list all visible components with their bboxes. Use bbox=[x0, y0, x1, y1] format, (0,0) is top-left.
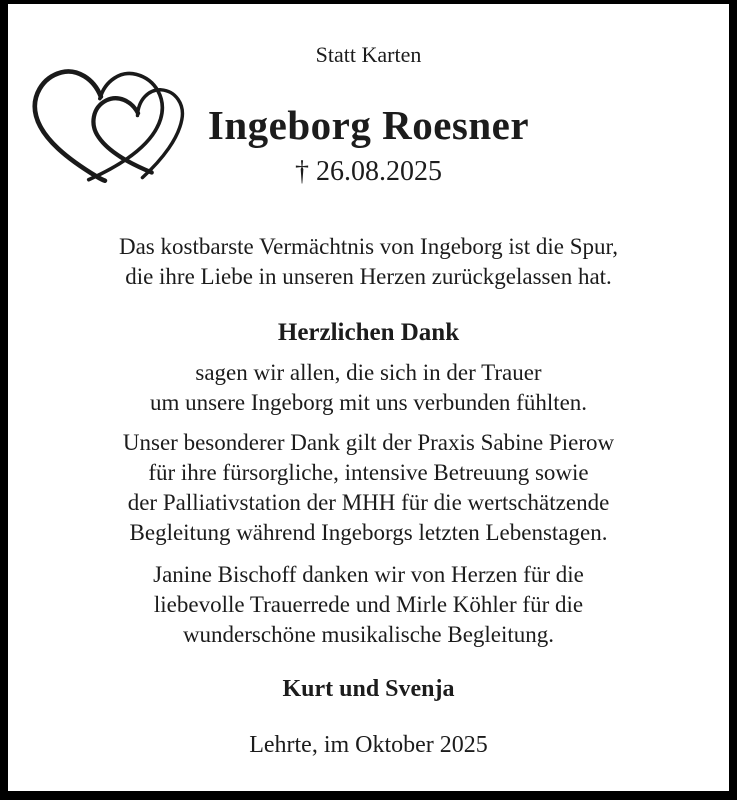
care-thanks-line: Begleitung während Ingeborgs letzten Lebenstagen. bbox=[129, 520, 608, 545]
memorial-card bbox=[8, 4, 729, 791]
pre-title: Statt Karten bbox=[315, 42, 422, 67]
thanks-line: sagen wir allen, die sich in der Trauer bbox=[195, 360, 542, 385]
care-thanks-line: der Palliativstation der MHH für die wertschätzende bbox=[127, 490, 610, 515]
family-signature: Kurt und Svenja bbox=[282, 676, 455, 702]
personal-thanks-line: Janine Bischoff danken wir von Herzen für die bbox=[153, 562, 584, 587]
personal-thanks-line: liebevolle Trauerrede und Mirle Köhler für die bbox=[153, 592, 584, 617]
place-date: Lehrte, im Oktober 2025 bbox=[249, 732, 488, 758]
death-date: † 26.08.2025 bbox=[295, 156, 442, 187]
personal-thanks-line: wunderschöne musikalische Begleitung. bbox=[182, 622, 555, 647]
thanks-line: um unsere Ingeborg mit uns verbunden fühlten. bbox=[149, 390, 588, 415]
thanks-text bbox=[8, 358, 729, 418]
legacy-text bbox=[8, 232, 729, 292]
thanks-heading: Herzlichen Dank bbox=[277, 319, 460, 346]
double-hearts-icon bbox=[30, 66, 192, 184]
care-thanks-line: für ihre fürsorgliche, intensive Betreuung sowie bbox=[148, 460, 589, 485]
legacy-line: die ihre Liebe in unseren Herzen zurückgelassen hat. bbox=[125, 264, 612, 289]
care-thanks-text bbox=[8, 428, 729, 548]
care-thanks-line: Unser besonderer Dank gilt der Praxis Sabine Pierow bbox=[122, 430, 615, 455]
legacy-line: Das kostbarste Vermächtnis von Ingeborg ist die Spur, bbox=[118, 234, 619, 259]
deceased-name: Ingeborg Roesner bbox=[207, 102, 530, 148]
personal-thanks-text bbox=[8, 560, 729, 650]
